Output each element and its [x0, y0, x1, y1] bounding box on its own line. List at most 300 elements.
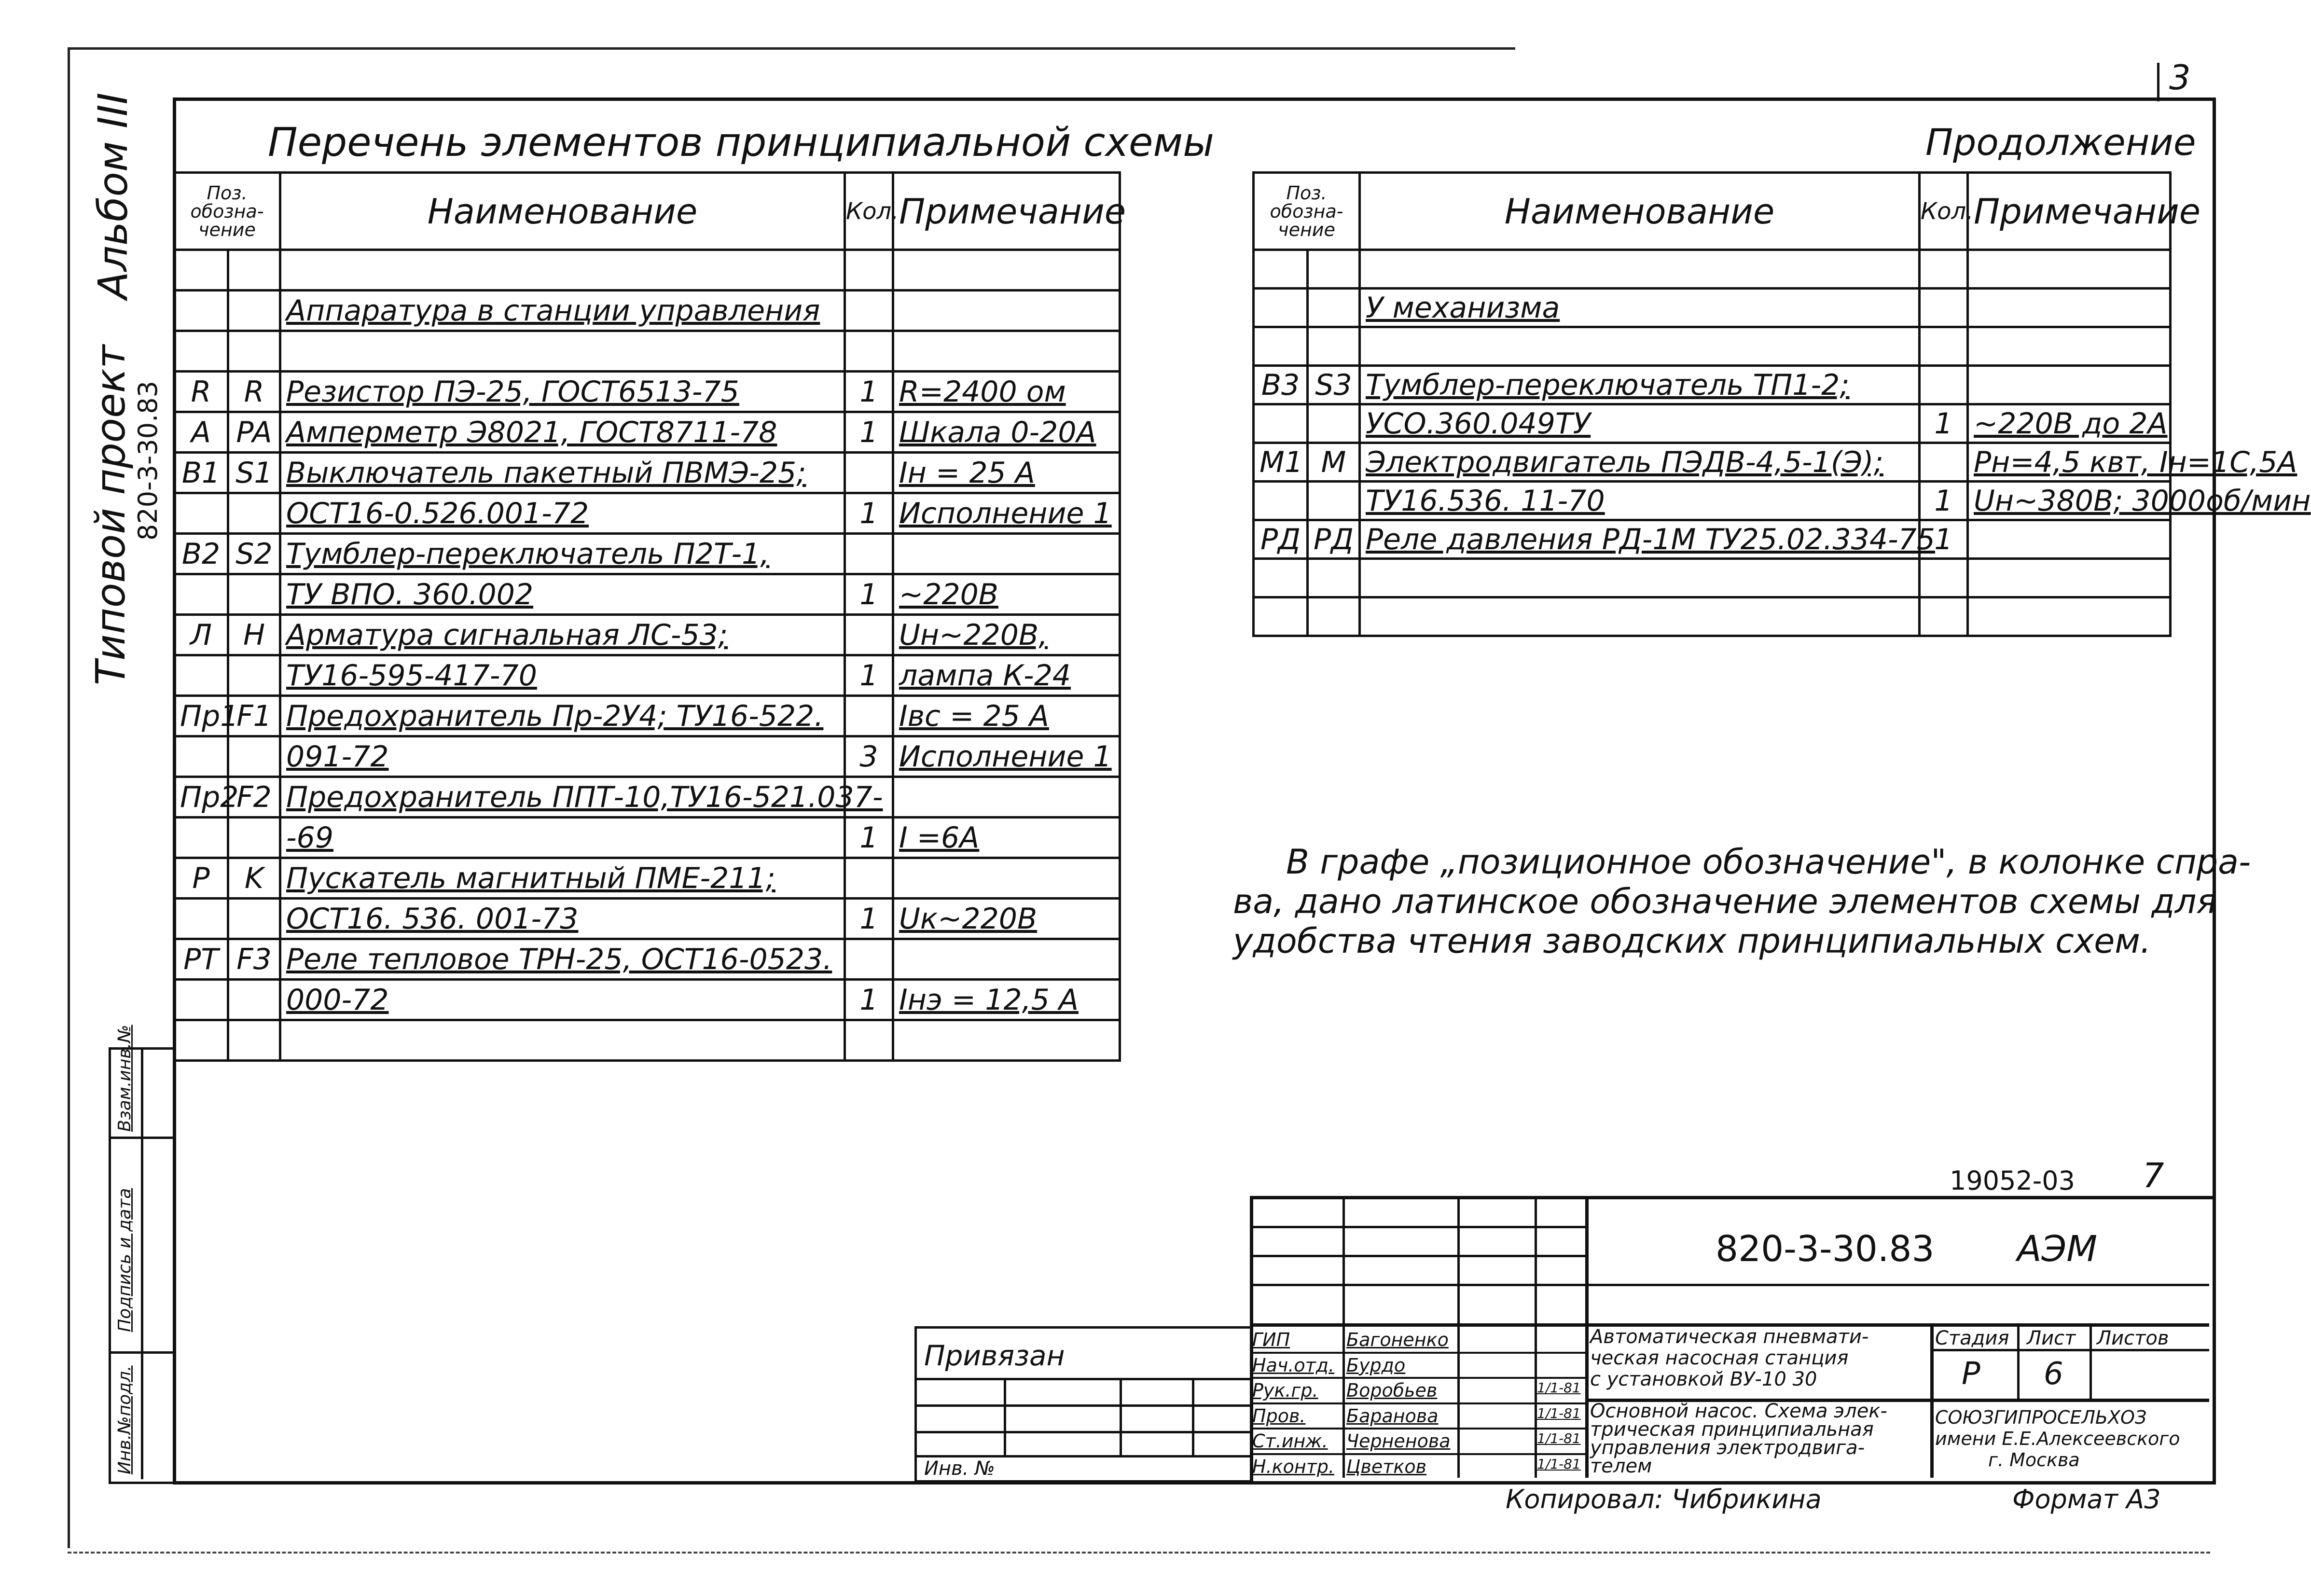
pos-letter: [174, 331, 228, 372]
item-name-text: Арматура сигнальная ЛС-53;: [286, 618, 728, 652]
stage-value: Р: [1962, 1356, 1980, 1392]
sheets-vline: [2090, 1323, 2092, 1399]
left-element-table: [173, 171, 1126, 1062]
frame-bottom-outer: [68, 1552, 2210, 1554]
pos-letter: [174, 696, 239, 736]
item-name-text: 000-72: [286, 983, 389, 1017]
item-qty: [1920, 559, 1968, 597]
right_table-row: [1254, 597, 2171, 636]
item-note: [893, 574, 1120, 615]
item-qty: [845, 818, 893, 858]
item-qty-text: 1: [1934, 522, 1953, 556]
pos-latin: [1308, 404, 1360, 443]
item-qty-text: 1: [1934, 484, 1953, 518]
item-name: [1360, 597, 1920, 636]
pos-latin: [228, 939, 280, 980]
pos-latin: [228, 372, 280, 412]
project-label: Типовой проект: [87, 345, 134, 685]
pos-letter: [174, 615, 228, 655]
item-name: [280, 372, 845, 412]
item-name: [280, 331, 845, 372]
album-label: Альбом III: [89, 92, 137, 299]
pos-letter: [174, 939, 228, 980]
note-line-1: В графе „позиционное обозначение", в колонке спра-: [1286, 842, 2251, 882]
item-note-text: Uк~220В: [899, 902, 1038, 936]
left_table-row: [174, 372, 1120, 412]
left_table-row: [174, 1020, 1120, 1061]
pos-latin-text: РД: [1314, 522, 1354, 556]
item-qty: [1920, 482, 1968, 520]
item-name-text: Тумблер-переключатель П2Т-1,: [286, 537, 770, 571]
pos-letter: [1254, 250, 1308, 289]
item-note-text: Исполнение 1: [899, 496, 1112, 530]
page-mark: 7: [2143, 1156, 2164, 1195]
org-line-3: г. Москва: [1988, 1449, 2080, 1471]
item-note: [1968, 597, 2171, 636]
item-name-text: Пускатель магнитный ПМЕ-211;: [286, 861, 775, 895]
item-name: [280, 453, 845, 493]
pos-letter-text: Пр1: [180, 699, 239, 733]
org-line-2: имени Е.Е.Алексеевского: [1935, 1428, 2180, 1449]
sheet-label: Лист: [2027, 1327, 2076, 1349]
pos-letter: [174, 818, 228, 858]
pos-letter-text: R: [191, 375, 211, 409]
item-note: [893, 412, 1120, 453]
organization: [1935, 1407, 2180, 1471]
left_table-row: [174, 655, 1120, 696]
pos-latin-text: S3: [1315, 368, 1352, 402]
stamp-vline-a: [1342, 1196, 1345, 1478]
item-name: [280, 777, 883, 818]
pos-letter: [174, 534, 228, 574]
pos-latin-text: H: [243, 618, 265, 652]
item-note-text: Uн~380В; 3000об/мин: [1974, 484, 2311, 518]
item-name: [1360, 366, 1920, 404]
pos-latin: [1308, 366, 1360, 404]
sheet-value: 6: [2044, 1356, 2063, 1392]
pos-letter-text: Р: [192, 861, 210, 895]
binding-strip-sep2: [109, 1351, 173, 1354]
item-name-text: Резистор ПЭ-25, ГОСТ6513-75: [286, 375, 739, 409]
item-qty-text: 1: [859, 415, 878, 449]
sheet-mark: 3: [2169, 58, 2191, 97]
pos-letter: [174, 291, 228, 331]
sheets-label: Листов: [2097, 1327, 2169, 1349]
item-note-text: I =6А: [899, 820, 980, 855]
item-note-text: R=2400 ом: [899, 375, 1066, 409]
pos-letter: [1254, 520, 1308, 559]
item-note-text: ~220В: [899, 577, 998, 611]
item-name-text: Тумблер-переключатель ТП1-2;: [1366, 368, 1850, 402]
pos-latin: [228, 899, 280, 939]
r-header-note: Примечание: [1968, 173, 2171, 250]
pos-letter: [1254, 482, 1308, 520]
item-note: [893, 493, 1120, 534]
item-note: [893, 980, 1120, 1020]
signatory-date: 1/1-81: [1537, 1380, 1581, 1396]
pos-letter: [174, 250, 228, 291]
item-name: [280, 858, 845, 899]
item-name-text: Предохранитель Пр-2У4; ТУ16-522.: [286, 699, 824, 733]
project-code-side: 820-3-30.83: [133, 381, 163, 541]
frame-top-outer: [68, 47, 1515, 50]
item-note: [893, 1020, 1120, 1061]
item-name: [1360, 520, 1935, 559]
pos-latin: [1308, 250, 1360, 289]
pos-latin: [228, 534, 280, 574]
signatory-role: Н.контр.: [1252, 1456, 1335, 1477]
sheet-vline: [2017, 1323, 2020, 1399]
priv-vline-1: [1004, 1378, 1006, 1455]
item-qty: [845, 615, 893, 655]
item-name-text: УСО.360.049ТУ: [1366, 406, 1591, 441]
pos-letter-text: В1: [181, 456, 221, 490]
pos-letter: [174, 655, 228, 696]
pos-letter: [174, 412, 228, 453]
left_table-row: [174, 696, 1120, 736]
inv-no-label: Инв. №: [924, 1457, 995, 1480]
item-note: [893, 331, 1120, 372]
pos-latin: [1308, 559, 1360, 597]
pos-letter: [1254, 289, 1308, 327]
item-name-text: ОСТ16. 536. 001-73: [286, 902, 579, 936]
pos-letter: [174, 574, 228, 615]
signatory-role: Ст.инж.: [1252, 1430, 1328, 1452]
item-name: [280, 939, 845, 980]
left_table-row: [174, 777, 1120, 818]
priv-hline-3: [914, 1431, 1250, 1433]
item-name: [280, 493, 845, 534]
signatory-name: Воробьев: [1346, 1380, 1438, 1401]
pos-latin-text: S1: [235, 456, 273, 490]
left-table-header: [174, 173, 1120, 250]
item-qty: [1920, 327, 1968, 366]
pos-latin: [228, 1020, 280, 1061]
signatory-date: 1/1-81: [1537, 1405, 1581, 1421]
item-qty: [1920, 250, 1968, 289]
pos-letter-text: В2: [181, 537, 221, 571]
pos-latin-text: M: [1321, 445, 1346, 479]
item-qty: [845, 655, 893, 696]
stage-label: Стадия: [1935, 1327, 2009, 1349]
org-line-1: СОЮЗГИПРОСЕЛЬХОЗ: [1935, 1407, 2147, 1428]
signatory-name: Бурдо: [1346, 1354, 1406, 1376]
item-name-text: У механизма: [1366, 291, 1560, 325]
item-qty: [845, 1020, 893, 1061]
item-qty-text: 1: [859, 375, 878, 409]
item-qty-text: 1: [859, 496, 878, 530]
doc-code: 820-3-30.83: [1716, 1228, 1935, 1270]
signatory-row-line: [1250, 1453, 1585, 1455]
left_table-row: [174, 858, 1120, 899]
stage-vline: [1930, 1323, 1934, 1478]
item-qty: [845, 331, 893, 372]
item-note-text: ~220В до 2А: [1974, 406, 2168, 441]
left_table-row: [174, 453, 1120, 493]
privyazan-label: Привязан: [924, 1339, 1065, 1372]
item-note-text: Pн=4,5 квт, Iн=1С,5А: [1974, 445, 2297, 479]
left_table-row: [174, 291, 1120, 331]
r-header-pos: Поз. обозна- чение: [1254, 173, 1360, 250]
item-name: [280, 655, 845, 696]
pos-letter-text: РД: [1260, 522, 1301, 556]
signatory-role: Нач.отд.: [1252, 1354, 1335, 1376]
item-name-text: Электродвигатель ПЭДВ-4,5-1(Э);: [1366, 445, 1883, 479]
stamp-hline-2: [1250, 1255, 1585, 1257]
item-name-text: ТУ16-595-417-70: [286, 658, 537, 693]
pos-latin: [228, 331, 280, 372]
signatory-role: Пров.: [1252, 1405, 1306, 1427]
item-note: [893, 250, 1120, 291]
item-name-text: Реле тепловое ТРН-25, ОСТ16-0523.: [286, 942, 832, 976]
item-name: [1360, 482, 1920, 520]
item-note: [1968, 559, 2171, 597]
note-line-3: удобства чтения заводских принципиальных схем.: [1233, 921, 2151, 961]
item-qty: [845, 372, 893, 412]
item-note: [1968, 404, 2171, 443]
item-note: [1968, 482, 2311, 520]
pos-latin: [228, 291, 280, 331]
pos-letter: [1254, 327, 1308, 366]
item-qty: [1920, 366, 1968, 404]
copied-by: Копировал: Чибрикина: [1506, 1484, 1822, 1514]
pos-letter: [1254, 559, 1308, 597]
priv-vline-3: [1192, 1378, 1194, 1455]
title-line-5: трическая принципиальная: [1590, 1418, 1874, 1441]
item-qty: [1920, 404, 1968, 443]
note-paragraph: [1233, 842, 2251, 961]
left_table-row: [174, 574, 1120, 615]
pos-letter: [174, 493, 228, 534]
item-name: [280, 291, 845, 331]
item-qty-text: 1: [1934, 406, 1953, 441]
item-name-text: Реле давления РД-1М ТУ25.02.334-75: [1366, 522, 1935, 556]
left_table-row: [174, 331, 1120, 372]
item-qty: [845, 980, 893, 1020]
item-qty: [845, 534, 893, 574]
left_table-row: [174, 818, 1120, 858]
signatory-name: Багоненко: [1346, 1329, 1449, 1350]
pos-letter: [174, 453, 228, 493]
right-table-header: [1254, 173, 2171, 250]
pos-latin-text: K: [244, 861, 264, 895]
signatory-date: 1/1-81: [1537, 1430, 1581, 1446]
signatory-role: ГИП: [1252, 1329, 1290, 1350]
right-table-title: Продолжение: [1925, 121, 2196, 164]
item-qty: [1920, 289, 1968, 327]
item-qty-text: 1: [859, 983, 878, 1017]
item-qty: [845, 412, 893, 453]
item-note: [893, 655, 1120, 696]
item-qty: [1920, 597, 1968, 636]
pos-latin: [228, 574, 280, 615]
pos-latin-text: PA: [236, 415, 272, 449]
item-note: [893, 736, 1120, 777]
item-name: [1360, 443, 1920, 482]
left_table-row: [174, 899, 1120, 939]
right_table-row: [1254, 520, 2171, 559]
item-note: [1968, 327, 2171, 366]
pos-latin-text: F2: [236, 780, 272, 814]
pos-latin: [228, 615, 280, 655]
right_table-row: [1254, 482, 2171, 520]
pos-letter: [174, 372, 228, 412]
item-name: [280, 696, 845, 736]
item-name: [1360, 404, 1920, 443]
signatory-name: Черненова: [1346, 1430, 1451, 1452]
item-note: [893, 453, 1120, 493]
pos-latin: [1308, 289, 1360, 327]
left_table-row: [174, 615, 1120, 655]
right_table-row: [1254, 289, 2171, 327]
item-note: [893, 858, 1120, 899]
right_table-row: [1254, 250, 2171, 289]
item-name: [1360, 289, 1920, 327]
item-qty: [845, 493, 893, 534]
frame-left-outer: [68, 47, 70, 1548]
signatory-date: 1/1-81: [1537, 1456, 1581, 1472]
pos-letter: [174, 1020, 228, 1061]
item-qty-text: 1: [859, 820, 878, 855]
item-name: [280, 1020, 845, 1061]
item-note: [893, 939, 1120, 980]
stamp-vline-d: [1585, 1196, 1589, 1478]
header-name: Наименование: [280, 173, 845, 250]
pos-latin: [1308, 443, 1360, 482]
signatory-name: Цветков: [1346, 1456, 1427, 1477]
r-header-name: Наименование: [1360, 173, 1920, 250]
left-table-title: Перечень элементов принципиальной схемы: [268, 120, 1214, 166]
item-note: [1968, 366, 2171, 404]
pos-latin: [228, 453, 280, 493]
item-note: [893, 291, 1120, 331]
strip-label-sign: Подпись и дата: [115, 1188, 135, 1332]
pos-latin: [228, 980, 280, 1020]
header-pos: Поз. обозна- чение: [174, 173, 280, 250]
item-note-text: Шкала 0-20А: [899, 415, 1096, 449]
title-line-7: телем: [1590, 1455, 1652, 1477]
item-qty-text: 3: [859, 739, 878, 774]
item-name: [280, 615, 845, 655]
item-qty: [845, 574, 893, 615]
pos-latin: [1308, 327, 1360, 366]
item-note: [893, 777, 1120, 818]
right_table-row: [1254, 443, 2171, 482]
item-name-text: Аппаратура в станции управления: [286, 293, 820, 328]
pos-latin: [228, 493, 280, 534]
archive-number: 19052-03: [1950, 1166, 2075, 1196]
pos-latin: [1308, 520, 1360, 559]
doc-type: АЭМ: [2017, 1228, 2098, 1270]
priv-hline-1: [914, 1378, 1250, 1380]
right_table-row: [1254, 366, 2171, 404]
item-name: [280, 736, 845, 777]
binding-strip-divider: [141, 1047, 143, 1479]
left_table-row: [174, 534, 1120, 574]
pos-latin: [228, 736, 280, 777]
pos-latin-text: F1: [236, 699, 272, 733]
item-qty-text: 1: [859, 577, 878, 611]
pos-latin: [228, 250, 280, 291]
signatory-row-line: [1250, 1377, 1585, 1379]
right_table-row: [1254, 327, 2171, 366]
item-note-text: Iн = 25 А: [899, 456, 1035, 490]
pos-letter: [174, 980, 228, 1020]
left_table-row: [174, 736, 1120, 777]
right_table-row: [1254, 559, 2171, 597]
frame-top-right-line: [2157, 63, 2159, 101]
item-name: [1360, 327, 1920, 366]
item-name-text: ОСТ16-0.526.001-72: [286, 496, 589, 530]
priv-hline-2: [914, 1404, 1250, 1407]
pos-letter: [1254, 404, 1308, 443]
item-note: [1968, 289, 2171, 327]
item-note: [893, 534, 1120, 574]
item-note-text: лампа К-24: [899, 658, 1071, 693]
left_table-row: [174, 250, 1120, 291]
item-note-text: Iнэ = 12,5 А: [899, 983, 1079, 1017]
strip-label-vzam: Взам.инв.№: [115, 1025, 135, 1132]
header-qty: Кол.: [845, 173, 893, 250]
item-qty: [845, 250, 893, 291]
item-note: [893, 615, 1120, 655]
pos-letter: [174, 777, 239, 818]
signatory-role: Рук.гр.: [1252, 1380, 1318, 1401]
item-name: [280, 250, 845, 291]
title-line-6: управления электродвига-: [1590, 1437, 1865, 1459]
note-line-2: ва, дано латинское обозначение элементов схемы для: [1233, 882, 2217, 921]
right_table-row: [1254, 404, 2171, 443]
item-name-text: Амперметр Э8021, ГОСТ8711-78: [286, 415, 777, 449]
stamp-hline-1: [1250, 1226, 1585, 1228]
stamp-vline-b: [1457, 1196, 1460, 1478]
item-qty: [845, 453, 893, 493]
priv-vline-2: [1120, 1378, 1122, 1455]
signatory-row-line: [1250, 1352, 1585, 1354]
item-qty: [845, 939, 893, 980]
item-note: [1968, 250, 2171, 289]
right-element-table: [1252, 171, 2311, 637]
title-line-1: Автоматическая пневмати-: [1590, 1326, 1869, 1348]
header-note: Примечание: [893, 173, 1120, 250]
pos-letter: [174, 858, 228, 899]
pos-letter: [1254, 366, 1308, 404]
left_table-row: [174, 493, 1120, 534]
item-qty: [845, 696, 893, 736]
item-name: [280, 574, 845, 615]
r-header-qty: Кол.: [1920, 173, 1968, 250]
signatory-row-line: [1250, 1428, 1585, 1429]
item-qty: [845, 899, 893, 939]
item-name: [280, 818, 845, 858]
item-name: [1360, 250, 1920, 289]
pos-letter-text: Пр2: [180, 780, 239, 814]
item-qty-text: 1: [859, 902, 878, 936]
left_table-row: [174, 412, 1120, 453]
pos-letter-text: М1: [1259, 445, 1303, 479]
title-line-4: Основной насос. Схема элек-: [1590, 1400, 1887, 1422]
signatory-row-line: [1250, 1402, 1585, 1404]
title-line-3: с установкой ВУ-10 30: [1590, 1368, 1817, 1390]
stamp-title: [1590, 1326, 1868, 1390]
item-note-text: Iвс = 25 А: [899, 699, 1049, 733]
item-note: [893, 372, 1120, 412]
item-qty: [1920, 443, 1968, 482]
item-name: [280, 534, 845, 574]
pos-letter-text: В3: [1261, 368, 1300, 402]
sheet-format: Формат А3: [2012, 1484, 2161, 1514]
pos-latin: [228, 655, 280, 696]
